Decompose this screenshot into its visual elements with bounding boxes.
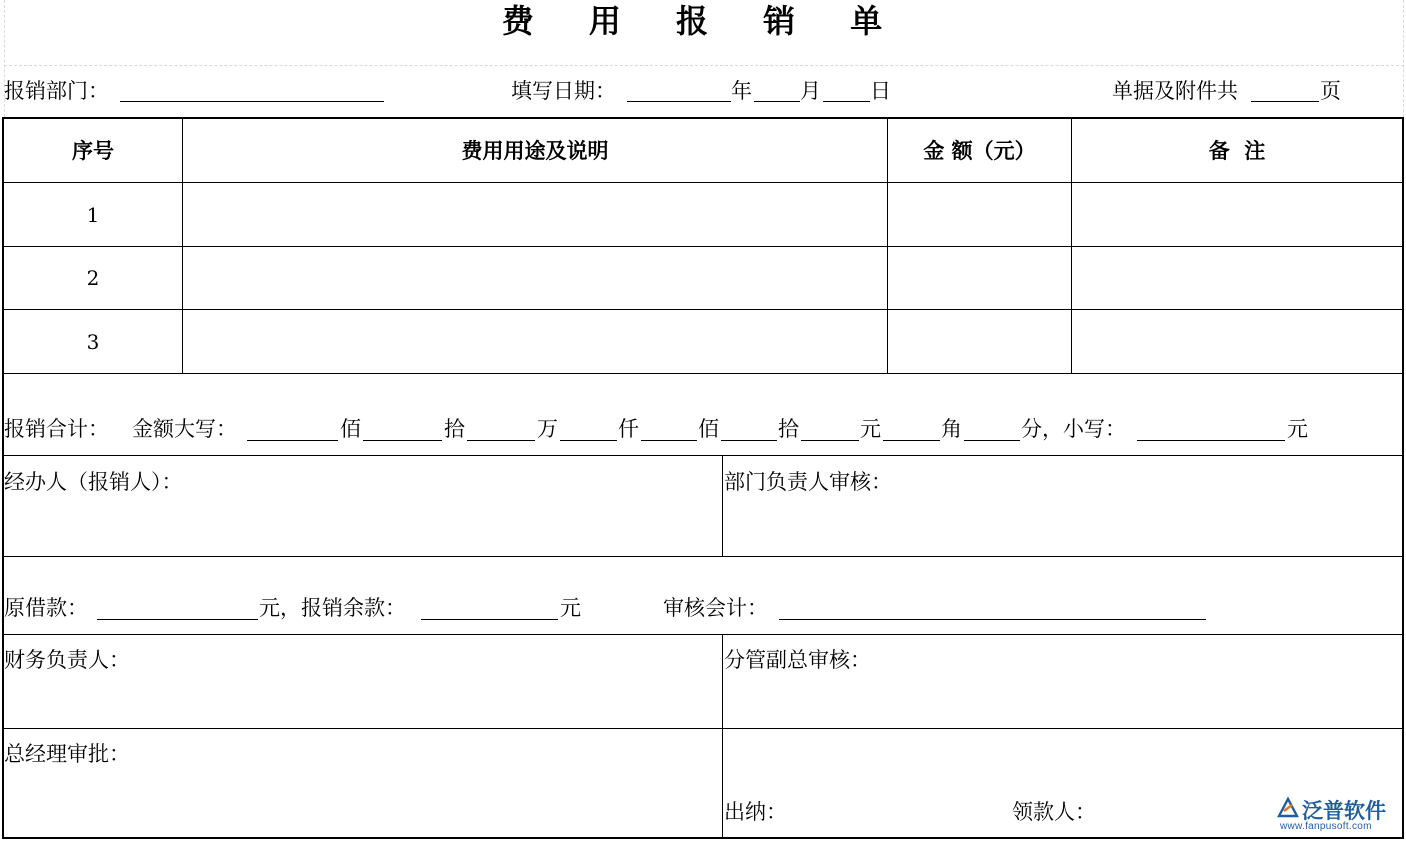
day-label: 日 xyxy=(870,79,891,103)
table-line xyxy=(4,309,1404,310)
col-header-remark: 备 注 xyxy=(1208,138,1266,163)
total-label: 报销合计： xyxy=(4,417,109,441)
form-title: 费 用 报 销 单 xyxy=(501,2,905,40)
row-number: 2 xyxy=(86,266,100,290)
unit-label: 万 xyxy=(537,417,558,441)
receiver-label: 领款人： xyxy=(1012,800,1096,824)
gridline xyxy=(4,65,1404,66)
dept-head-label: 部门负责人审核： xyxy=(724,470,892,494)
table-line xyxy=(4,246,1404,247)
cashier-label: 出纳： xyxy=(724,800,787,824)
amount-field[interactable] xyxy=(560,440,617,441)
col-header-amount: 金 额（元） xyxy=(923,138,1036,163)
row-number: 1 xyxy=(86,203,100,227)
amount-field[interactable] xyxy=(964,440,1020,441)
dept-field[interactable] xyxy=(120,101,384,102)
unit-label: 角 xyxy=(941,417,962,441)
unit-label: 仟 xyxy=(618,417,639,441)
original-loan-field[interactable] xyxy=(97,619,258,620)
balance-label: 元，报销余款： xyxy=(259,596,406,620)
table-line xyxy=(4,182,1404,183)
watermark-url: www.fanpusoft.com xyxy=(1280,821,1372,832)
amount-field[interactable] xyxy=(801,440,859,441)
amount-field[interactable] xyxy=(247,440,338,441)
month-label: 月 xyxy=(800,79,821,103)
table-line xyxy=(4,556,1404,557)
table-line xyxy=(4,634,1404,635)
row-number: 3 xyxy=(86,330,100,354)
amount-field[interactable] xyxy=(883,440,940,441)
original-loan-label: 原借款： xyxy=(4,596,88,620)
year-label: 年 xyxy=(731,79,752,103)
attach-unit: 页 xyxy=(1320,79,1341,103)
unit-label: 佰 xyxy=(340,417,361,441)
unit-label: 拾 xyxy=(778,417,799,441)
fanpu-logo-icon xyxy=(1276,796,1300,820)
handler-label: 经办人（报销人）： xyxy=(4,470,183,494)
attach-label: 单据及附件共 xyxy=(1112,79,1238,103)
yuan-label: 元 xyxy=(1287,417,1308,441)
date-label: 填写日期： xyxy=(511,79,616,103)
finance-head-label: 财务负责人： xyxy=(4,648,130,672)
watermark-name: 泛普软件 xyxy=(1302,800,1386,823)
attach-count-field[interactable] xyxy=(1251,101,1319,102)
unit-label: 佰 xyxy=(698,417,719,441)
watermark-logo xyxy=(1276,795,1400,835)
unit-label: 元 xyxy=(860,417,881,441)
unit-label: 拾 xyxy=(444,417,465,441)
audit-accountant-field[interactable] xyxy=(779,619,1206,620)
table-line xyxy=(4,455,1404,456)
capital-amount-label: 金额大写： xyxy=(132,417,237,441)
month-field[interactable] xyxy=(754,101,800,102)
col-header-purpose: 费用用途及说明 xyxy=(461,138,609,163)
table-line xyxy=(722,455,723,556)
amount-field[interactable] xyxy=(363,440,442,441)
year-field[interactable] xyxy=(627,101,731,102)
table-line xyxy=(4,373,1404,374)
gm-approve-label: 总经理审批： xyxy=(4,742,130,766)
dept-label: 报销部门： xyxy=(4,79,109,103)
vp-audit-label: 分管副总审核： xyxy=(724,648,871,672)
lowercase-amount-field[interactable] xyxy=(1137,440,1285,441)
amount-field[interactable] xyxy=(641,440,697,441)
table-line xyxy=(4,728,1404,729)
table-line xyxy=(722,634,723,837)
balance-field[interactable] xyxy=(421,619,558,620)
amount-field[interactable] xyxy=(467,440,535,441)
audit-accountant-label: 审核会计： xyxy=(663,596,768,620)
day-field[interactable] xyxy=(823,101,870,102)
amount-field[interactable] xyxy=(721,440,777,441)
col-header-no: 序号 xyxy=(72,138,114,163)
unit-label: 分，小写： xyxy=(1021,417,1126,441)
form-table xyxy=(2,117,1404,839)
yuan-label: 元 xyxy=(560,596,581,620)
